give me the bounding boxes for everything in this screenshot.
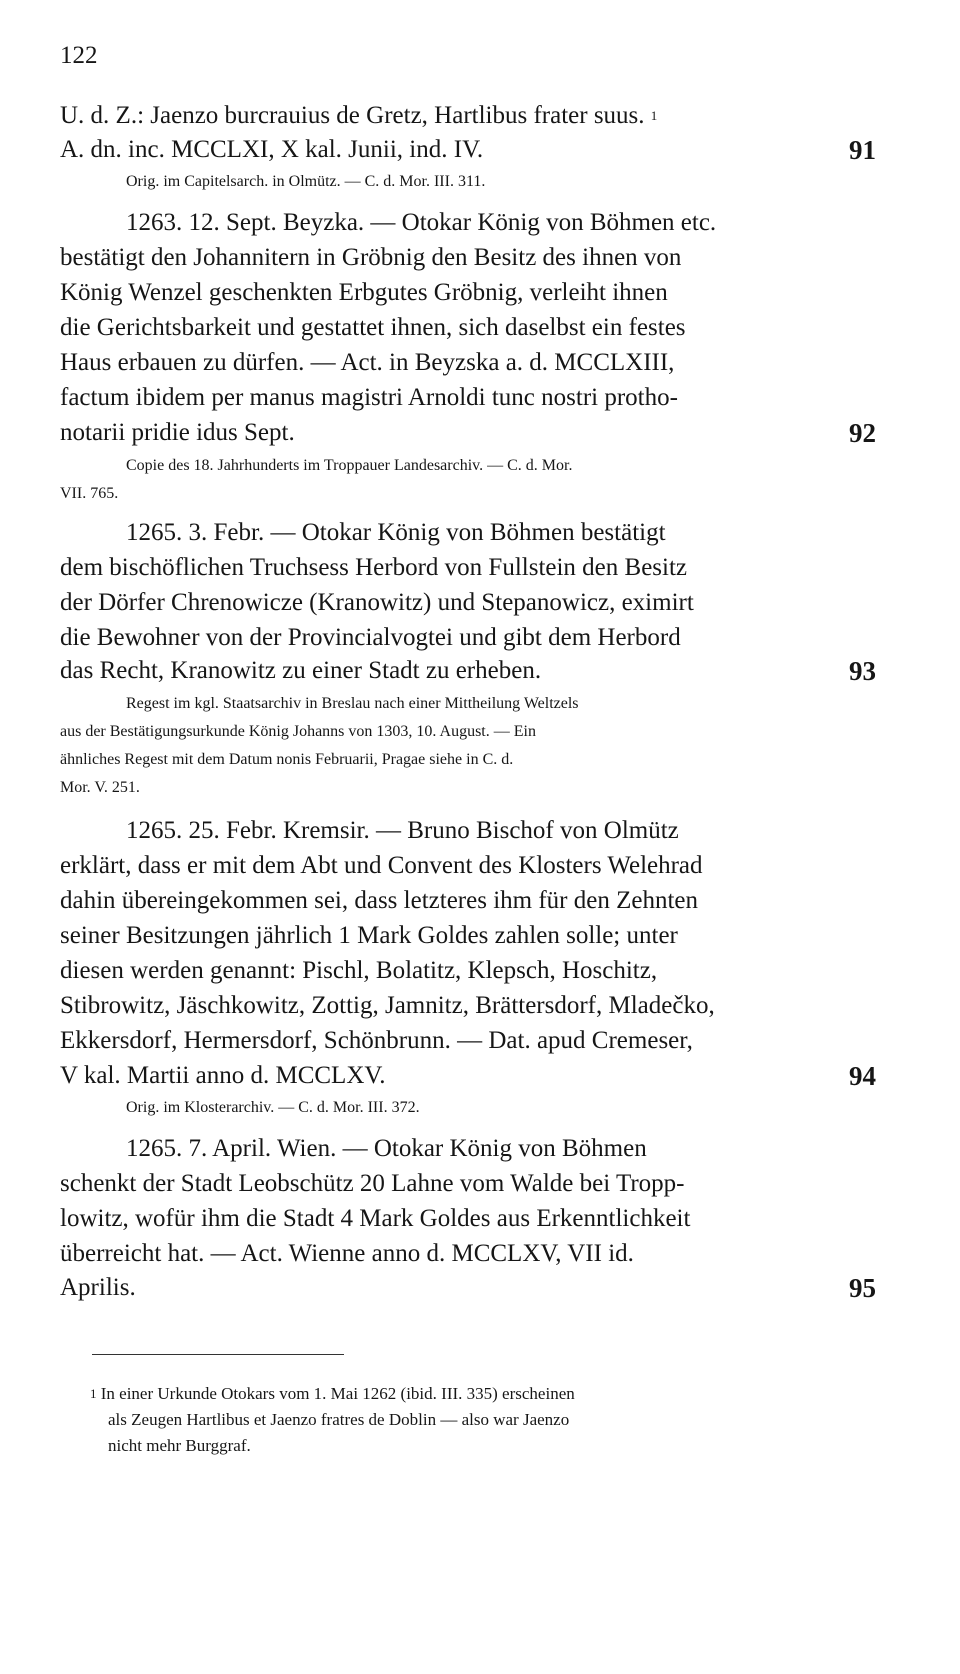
entry-94-line-1: 1265. 25. Febr. Kremsir. — Bruno Bischof von Olmütz [126, 817, 679, 844]
entry-94-line-6: Stibrowitz, Jäschkowitz, Zottig, Jamnitz, Brättersdorf, Mladečko, [60, 992, 715, 1019]
entry-94-line-8: V kal. Martii anno d. MCCLXV. [60, 1062, 386, 1089]
footnote-reference: 1 [650, 108, 658, 123]
entry-93-line-4: die Bewohner von der Provincialvogtei und gibt dem Herbord [60, 624, 681, 651]
entry-92-line-6: factum ibidem per manus magistri Arnoldi tunc nostri protho- [60, 384, 678, 411]
entry-94-source: Orig. im Klosterarchiv. — C. d. Mor. III. 372. [126, 1099, 420, 1116]
entry-94-line-5: diesen werden genannt: Pischl, Bolatitz, Klepsch, Hoschitz, [60, 957, 658, 984]
entry-91-source: Orig. im Capitelsarch. in Olmütz. — C. d. Mor. III. 311. [126, 173, 486, 190]
entry-number-93: 93 [849, 656, 876, 686]
entry-93-source-line-1: Regest im kgl. Staatsarchiv in Breslau nach einer Mittheilung Weltzels [126, 695, 579, 712]
entry-number-91: 91 [849, 135, 876, 165]
entry-number-95: 95 [849, 1273, 876, 1303]
entry-92-line-7: notarii pridie idus Sept. [60, 419, 295, 446]
entry-93-source-line-3: ähnliches Regest mit dem Datum nonis Februarii, Pragae siehe in C. d. [60, 751, 514, 768]
entry-number-94: 94 [849, 1061, 876, 1091]
footnote-line-3: nicht mehr Burggraf. [108, 1436, 251, 1455]
page-number: 122 [60, 42, 98, 69]
entry-95-line-3: lowitz, wofür ihm die Stadt 4 Mark Goldes aus Erkenntlichkeit [60, 1205, 691, 1232]
entry-92-line-3: König Wenzel geschenkten Erbgutes Gröbnig, verleiht ihnen [60, 279, 668, 306]
footnote-line-2: als Zeugen Hartlibus et Jaenzo fratres de Doblin — also war Jaenzo [108, 1410, 570, 1429]
entry-92-source-line-1: Copie des 18. Jahrhunderts im Troppauer Landesarchiv. — C. d. Mor. [126, 457, 573, 474]
entry-92-source-line-2: VII. 765. [60, 485, 119, 502]
entry-95-line-2: schenkt der Stadt Leobschütz 20 Lahne vom Walde bei Tropp- [60, 1170, 685, 1197]
entry-95-line-5: Aprilis. [60, 1274, 136, 1301]
entry-93-line-1: 1265. 3. Febr. — Otokar König von Böhmen bestätigt [126, 519, 666, 546]
entry-93-line-5: das Recht, Kranowitz zu einer Stadt zu erheben. [60, 657, 542, 684]
entry-93-line-2: dem bischöflichen Truchsess Herbord von Fullstein den Besitz [60, 554, 688, 581]
entry-91-line-2: A. dn. inc. MCCLXI, X kal. Junii, ind. IV. [60, 136, 484, 163]
entry-92-line-5: Haus erbauen zu dürfen. — Act. in Beyzska a. d. MCCLXIII, [60, 349, 675, 376]
footnote-line-1: $^1$ In einer Urkunde Otokars vom 1. Mai 1262 (ibid. III. 335) erscheinen [90, 1384, 575, 1403]
entry-91-line-1: U. d. Z.: Jaenzo burcrauius de Gretz, Hartlibus frater suus. $^1$ [60, 102, 658, 129]
entry-95-line-1: 1265. 7. April. Wien. — Otokar König von Böhmen [126, 1135, 647, 1162]
entry-94-line-7: Ekkersdorf, Hermersdorf, Schönbrunn. — Dat. apud Cremeser, [60, 1027, 693, 1054]
entry-95-line-4: überreicht hat. — Act. Wienne anno d. MCCLXV, VII id. [60, 1240, 634, 1267]
entry-92-line-1: 1263. 12. Sept. Beyzka. — Otokar König von Böhmen etc. [126, 209, 717, 236]
entry-94-line-4: seiner Besitzungen jährlich 1 Mark Goldes zahlen solle; unter [60, 922, 678, 949]
entry-93-source-line-4: Mor. V. 251. [60, 779, 140, 796]
entry-93-line-3: der Dörfer Chrenowicze (Kranowitz) und Stepanowicz, eximirt [60, 589, 694, 616]
entry-92-line-4: die Gerichtsbarkeit und gestattet ihnen, sich daselbst ein festes [60, 314, 686, 341]
entry-94-line-3: dahin übereingekommen sei, dass letzteres ihm für den Zehnten [60, 887, 698, 914]
entry-93-source-line-2: aus der Bestätigungsurkunde König Johanns von 1303, 10. August. — Ein [60, 723, 536, 740]
footnote-rule [92, 1354, 344, 1355]
entry-94-line-2: erklärt, dass er mit dem Abt und Convent des Klosters Welehrad [60, 852, 703, 879]
entry-number-92: 92 [849, 418, 876, 448]
footnote-marker: 1 [90, 1386, 97, 1401]
entry-92-line-2: bestätigt den Johannitern in Gröbnig den Besitz des ihnen von [60, 244, 682, 271]
